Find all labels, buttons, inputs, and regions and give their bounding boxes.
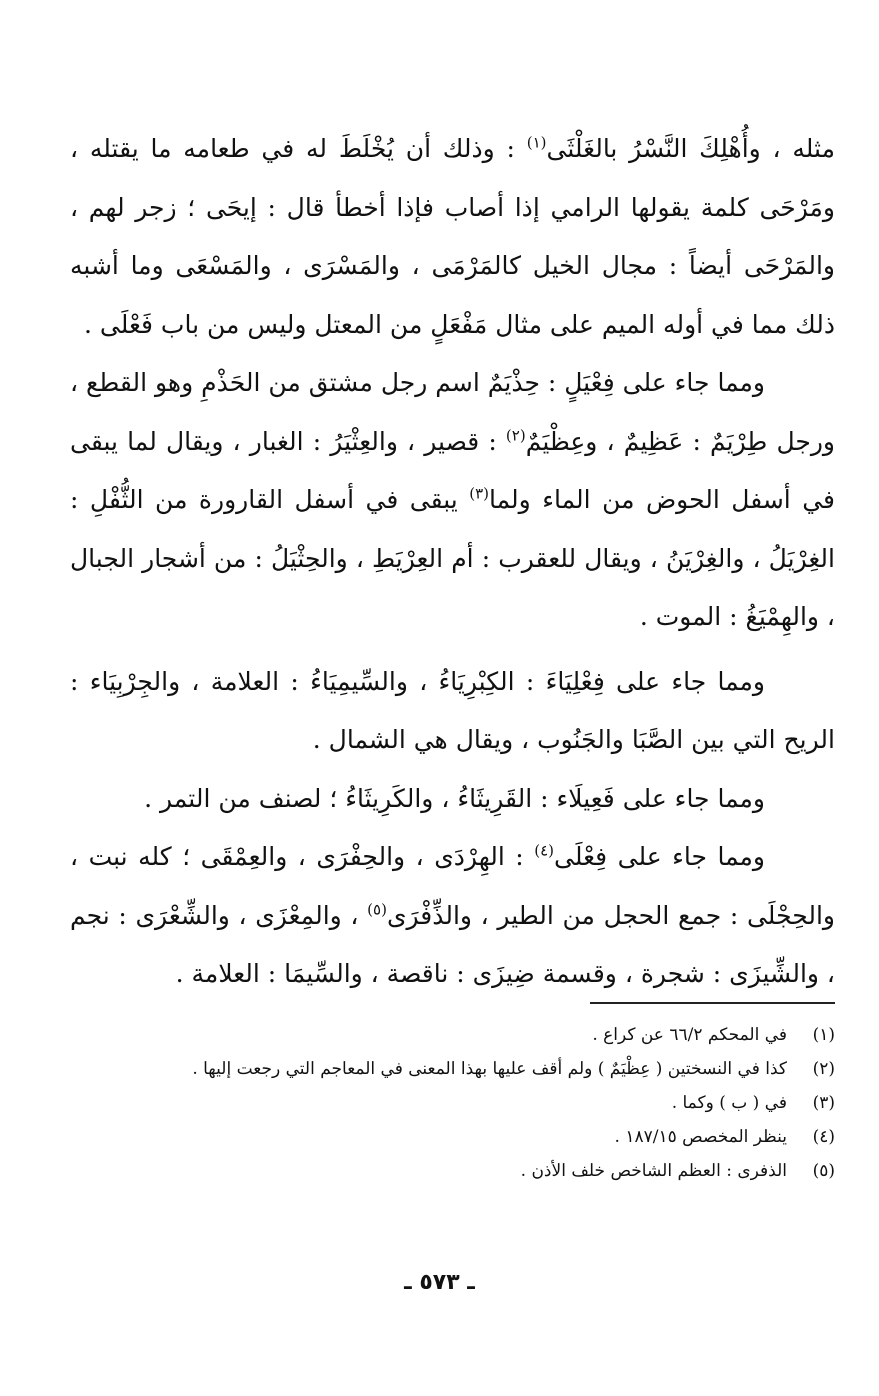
text-run: : وذلك أن يُخْلَطَ له في طعامه ما يقتله ، ومَرْحَى كلمة يقولها الرامي إذا أصاب فإذا أخطأ قال : إيحَى ؛ زجر لهم ، والمَرْحَى أيضاً : مجال الخيل كالمَرْمَى ، والمَسْرَى ، والمَسْعَى وما أشبه ذلك مما في أوله الميم على مثال مَفْعَلٍ من المعتل وليس من باب فَعْلَى . — [70, 134, 835, 339]
text-run: ، والمِعْزَى ، والشِّعْرَى : نجم ، والشِّيزَى : شجرة ، وقسمة ضِيزَى : ناقصة ، والسِّيمَا : العلامة . — [70, 900, 835, 988]
text-run: : الهِرْدَى ، والحِفْرَى ، والعِمْقَى ؛ كله نبت ، والحِجْلَى : جمع الحجل من الطير ، والذِّفْرَى — [70, 842, 835, 930]
footnote-item — [70, 1120, 835, 1154]
text-run: ومما جاء على فِعْيَلٍ : حِذْيَمٌ اسم رجل مشتق من الحَذْمِ وهو القطع ، ورجل طِرْيَمٌ : عَظِيمٌ ، وعِظْيَمٌ — [70, 368, 835, 456]
paragraph — [70, 120, 835, 354]
footnote-item — [70, 1154, 835, 1188]
footnote-ref: (٣) — [469, 484, 489, 503]
footnote-item — [70, 1086, 835, 1120]
main-text — [70, 120, 835, 1004]
text-run: يبقى في أسفل القارورة من الثُّفْلِ : الغِرْيَلُ ، والغِرْيَنُ ، ويقال للعقرب : أم العِرْيَطِ ، والحِثْيَلُ : من أشجار الجبال ، والهِمْيَغُ : الموت . — [70, 485, 835, 631]
footnote-text: ينظر المخصص ١٨٧/١٥ . — [614, 1127, 787, 1147]
paragraph — [70, 653, 835, 770]
footnote-number: (١) — [812, 1025, 835, 1045]
footnote-text: في ( ب ) وكما . — [671, 1093, 787, 1113]
footnote-text: كذا في النسختين ( عِظْيَمٌ ) ولم أقف عليها بهذا المعنى في المعاجم التي رجعت إليها . — [192, 1059, 787, 1079]
paragraph — [70, 828, 835, 1004]
footnote-number: (٤) — [812, 1127, 835, 1147]
footnote-ref: (٥) — [367, 900, 387, 919]
footnote-number: (٢) — [812, 1059, 835, 1079]
footnote-ref: (٢) — [505, 426, 526, 445]
text-run: : قصير ، والعِثْيَرُ : الغبار ، ويقال لما يبقى في أسفل الحوض من الماء ولما — [70, 426, 835, 514]
footnote-ref: (١) — [526, 133, 547, 152]
footnote-text: في المحكم ٦٦/٢ عن كراع . — [592, 1025, 787, 1045]
footnote-item — [70, 1052, 835, 1086]
paragraph — [70, 354, 835, 647]
paragraph — [70, 770, 835, 829]
footnote-text: الذفرى : العظم الشاخص خلف الأذن . — [520, 1161, 787, 1181]
footnote-number: (٥) — [812, 1161, 835, 1181]
text-run: مثله ، وأُهْلِكَ النَّسْرُ بالغَلْثَى — [546, 134, 835, 163]
text-run: ومما جاء على فَعِيلَاء : القَرِيثَاءُ ، والكَرِيثَاءُ ؛ لصنف من التمر . — [144, 783, 765, 813]
footnote-item — [70, 1018, 835, 1052]
footnote-separator — [590, 1002, 835, 1004]
footnote-number: (٣) — [812, 1093, 835, 1113]
page-number: ـ ٥٧٣ ـ — [404, 1270, 475, 1295]
text-run: ومما جاء على فِعْلِيَاءَ : الكِبْرِيَاءُ ، والسِّيمِيَاءُ : العلامة ، والجِرْبِيَاء : الريح التي بين الصَّبَا والجَنُوب ، ويقال هي الشمال . — [70, 666, 835, 754]
text-run: ومما جاء على فِعْلَى — [553, 842, 765, 871]
footnotes — [70, 1018, 835, 1188]
footnote-ref: (٤) — [534, 841, 554, 860]
